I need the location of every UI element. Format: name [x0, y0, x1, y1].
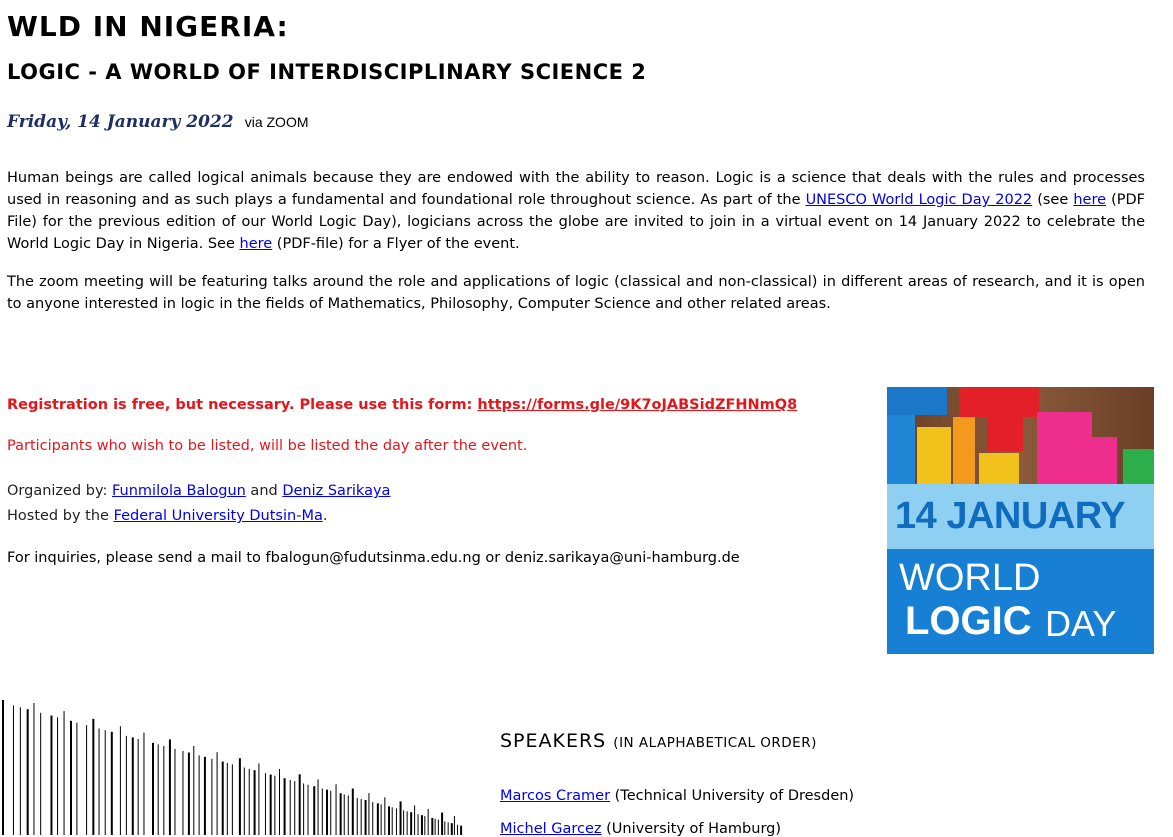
zoom-paragraph: The zoom meeting will be featuring talks around the role and applications of logic (classical and non-classical) in different areas of research, and it is open to anyone interested in logic in the fields of Mathematics, Philosophy, Computer Science and other related areas. [7, 274, 1145, 312]
previous-edition-link[interactable]: here [1073, 192, 1107, 208]
speaker-link-garcez[interactable]: Michel Garcez [500, 821, 602, 837]
speakers-heading [500, 730, 817, 752]
poster-word-logic: LOGIC [905, 599, 1032, 643]
poster-date-band: 14 JANUARY [887, 484, 1154, 549]
speakers-title: SPEAKERS [500, 730, 607, 752]
speaker-affiliation: (University of Hamburg) [601, 821, 782, 837]
organized-by-label: Organized by: [7, 483, 112, 499]
speaker-item [500, 788, 854, 804]
registration-notice [7, 397, 797, 413]
page-subtitle: LOGIC - A WORLD OF INTERDISCIPLINARY SCIENCE 2 [7, 60, 647, 84]
intro-paragraph [7, 167, 1145, 255]
organizer-link-sarikaya[interactable]: Deniz Sarikaya [282, 483, 391, 499]
intro-text-c: (PDF File) for the previous edition of our World Logic Day), logicians across the globe are invited to join in a virtual event on 14 January 2022 to celebrate the World Logic Day in Nigeria. See [7, 192, 1145, 252]
world-logic-day-poster [887, 387, 1154, 654]
inquiries-text: For inquiries, please send a mail to fbalogun@fudutsinma.edu.ng or deniz.sarikaya@uni-hamburg.de [7, 550, 740, 566]
event-date: Friday, 14 January 2022 [7, 112, 234, 132]
poster-title-band [887, 549, 1154, 654]
speakers-order-note: (IN ALAPHABETICAL ORDER) [613, 735, 817, 751]
registration-form-link[interactable]: https://forms.gle/9K7oJABSidZFHNmQ8 [477, 397, 798, 413]
unesco-wld-link[interactable]: UNESCO World Logic Day 2022 [805, 192, 1033, 208]
speaker-affiliation: (Technical University of Dresden) [610, 788, 855, 804]
organizers-block [7, 479, 390, 529]
speaker-link-cramer[interactable]: Marcos Cramer [500, 788, 611, 804]
event-dateline [7, 112, 309, 132]
intro-text-a: Human beings are called logical animals because they are endowed with the ability to reason. Logic is a science that deals with the rules and processes used in reasoning and as such plays a fundamental and foundational role throughout science. As part of the [7, 170, 1145, 208]
page-title: WLD IN NIGERIA: [7, 10, 289, 43]
participants-notice: Participants who wish to be listed, will be listed the day after the event. [7, 438, 528, 454]
hosted-end: . [322, 508, 328, 524]
organizers-and: and [245, 483, 283, 499]
poster-word-world: WORLD [899, 557, 1041, 599]
registration-text: Registration is free, but necessary. Please use this form: [7, 397, 478, 413]
flyer-link[interactable]: here [239, 236, 273, 252]
intro-text-b: (see [1032, 192, 1074, 208]
hosted-by-label: Hosted by the [7, 508, 114, 524]
poster-word-day: DAY [1045, 603, 1117, 644]
organizer-link-balogun[interactable]: Funmilola Balogun [112, 483, 246, 499]
intro-text-d: (PDF-file) for a Flyer of the event. [272, 236, 520, 252]
event-platform: via ZOOM [244, 114, 309, 130]
host-university-link[interactable]: Federal University Dutsin-Ma [113, 508, 323, 524]
decorative-bar-graphic [0, 700, 465, 835]
puzzle-blocks-image [887, 387, 1154, 484]
